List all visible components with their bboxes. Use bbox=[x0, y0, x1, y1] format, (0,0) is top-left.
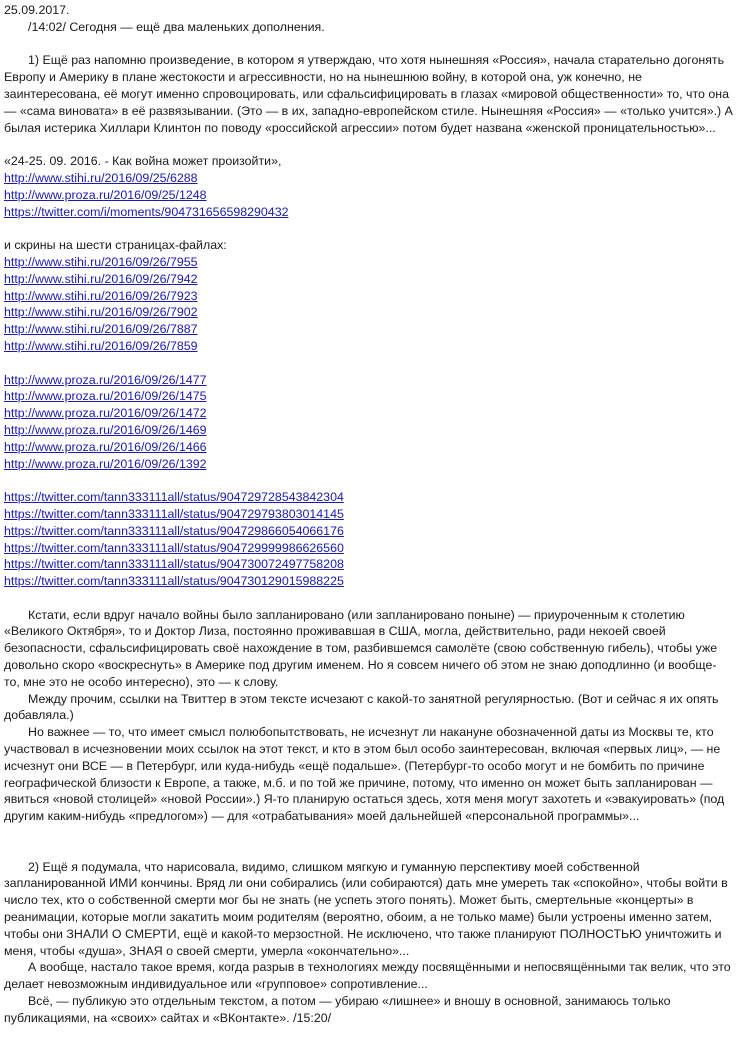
link-twitter-moments[interactable]: https://twitter.com/i/moments/904731656598290432 bbox=[4, 204, 289, 219]
work-links bbox=[4, 170, 754, 220]
paragraph-vse bbox=[4, 993, 754, 1027]
text-line: 2) Ещё я подумала, что нарисовала, видимо, слишком мягкую и гуманную перспективу моей собственной bbox=[28, 859, 640, 874]
text-line: явиться «новой столицей» «новой России».) Я-то планирую остаться здесь, хотя меня могут захотеть и «эвакуировать» (под bbox=[4, 792, 725, 807]
paragraph-vazhnee bbox=[4, 724, 754, 825]
paragraph-kstati bbox=[4, 607, 754, 691]
text-line: былая истерика Хиллари Клинтон по поводу «российской агрессии» потом будет названа «женской проницательностью»... bbox=[4, 120, 716, 135]
text-line: А вообще, настало такое время, когда разрыв в технологиях между посвящёнными и непосвящёнными так велик, что это bbox=[28, 960, 731, 975]
link-stihi[interactable]: http://www.stihi.ru/2016/09/25/6288 bbox=[4, 170, 198, 185]
text-line: — «сама виновата» в её развязывании. (Это — в их, западно-европейском стиле. Нынешняя «Россия» — «только учится».) А bbox=[4, 103, 733, 118]
link-proza[interactable]: http://www.proza.ru/2016/09/26/1392 bbox=[4, 456, 207, 471]
intro-line: /14:02/ Сегодня — ещё два маленьких дополнения. bbox=[28, 19, 325, 34]
text-line: географической близости к Европе, а также, м.б. и по той же причине, потому, что именно он может быть запланирован — bbox=[4, 775, 713, 790]
text-line: «Великого Октября», то и Доктор Лиза, постоянно проживавшая в США, могла, действительно, ради некоей своей bbox=[4, 624, 666, 639]
link-proza[interactable]: http://www.proza.ru/2016/09/26/1469 bbox=[4, 422, 207, 437]
link-stihi[interactable]: http://www.stihi.ru/2016/09/26/7923 bbox=[4, 288, 198, 303]
text-line: реанимации, которые могли закатить моим родителям (вероятно, обоим, а не только маме) были устроены именно затем, bbox=[4, 910, 713, 925]
link-twitter[interactable]: https://twitter.com/tann333111all/status/904729999986626560 bbox=[4, 540, 344, 555]
link-proza[interactable]: http://www.proza.ru/2016/09/26/1472 bbox=[4, 406, 207, 421]
link-twitter[interactable]: https://twitter.com/tann333111all/status/904730072497758208 bbox=[4, 557, 344, 572]
link-proza[interactable]: http://www.proza.ru/2016/09/26/1475 bbox=[4, 389, 207, 404]
twitter-links bbox=[4, 489, 754, 590]
link-stihi[interactable]: http://www.stihi.ru/2016/09/26/7942 bbox=[4, 271, 198, 286]
text-line: довольно скоро «воскреснуть» в Америке под другим именем. Но я совсем ничего об этом не знаю доподлинно (и вообще- bbox=[4, 658, 717, 673]
link-twitter[interactable]: https://twitter.com/tann333111all/status/904729793803014145 bbox=[4, 506, 344, 521]
work-title: «24-25. 09. 2016. - Как война может произойти», bbox=[4, 154, 282, 169]
link-twitter[interactable]: https://twitter.com/tann333111all/status/904729866054066176 bbox=[4, 523, 344, 538]
stihi-links bbox=[4, 254, 754, 355]
link-stihi[interactable]: http://www.stihi.ru/2016/09/26/7887 bbox=[4, 322, 198, 337]
text-line: число тех, кто о собственной смерти мог бы не знать (не успеть этого понять). Может быть, смертельные «концерты» в bbox=[4, 893, 694, 908]
text-line: добавляла.) bbox=[4, 708, 74, 723]
link-proza[interactable]: http://www.proza.ru/2016/09/26/1477 bbox=[4, 372, 207, 387]
link-proza[interactable]: http://www.proza.ru/2016/09/25/1248 bbox=[4, 187, 207, 202]
section2-paragraph bbox=[4, 859, 754, 960]
proza-links bbox=[4, 372, 754, 473]
link-twitter[interactable]: https://twitter.com/tann333111all/status/904730129015988225 bbox=[4, 574, 344, 589]
text-line: запланированной ИМИ кончины. Вряд ли они собирались (или собираются) дать мне умереть так «спокойно», чтобы войти в bbox=[4, 876, 728, 891]
text-line: Европу и Америку в плане жестокости и агрессивности, но на нынешнюю войну, в которой она, уж конечно, не bbox=[4, 70, 642, 85]
link-twitter[interactable]: https://twitter.com/tann333111all/status/904729728543842304 bbox=[4, 490, 344, 505]
text-line: то, мне это не особо интересно), это — к слову. bbox=[4, 674, 279, 689]
screens-label: и скрины на шести страницах-файлах: bbox=[4, 238, 227, 253]
paragraph-mezhdu bbox=[4, 691, 754, 725]
text-line: делает невозможным индивидуальное или «групповое» сопротивление... bbox=[4, 977, 428, 992]
date-line: 25.09.2017. bbox=[4, 3, 70, 17]
section1-paragraph bbox=[4, 52, 754, 136]
text-line: меня, чтобы «душа», ЗНАЯ о своей смерти, умерла «окончательно»... bbox=[4, 943, 410, 958]
text-line: безопасности, сфальсифицировать своё нахождение в том, разбившемся самолёте (свою собственную гибель), чтобы уже bbox=[4, 641, 718, 656]
text-line: Кстати, если вдруг начало войны было запланировано (или запланировано поныне) — приуроченным к столетию bbox=[28, 607, 685, 622]
text-line: исчезнут они ВСЕ — в Петербург, или куда-нибудь «ещё подальше». (Петербург-то особо могут и не бомбить по причине bbox=[4, 758, 705, 773]
link-stihi[interactable]: http://www.stihi.ru/2016/09/26/7859 bbox=[4, 338, 198, 353]
text-line: Всё, — публикую это отдельным текстом, а потом — убираю «лишнее» и вношу в основной, занимаюсь только bbox=[28, 994, 671, 1009]
document bbox=[4, 2, 754, 1027]
text-line: Между прочим, ссылки на Твиттер в этом тексте исчезают с какой-то занятной регулярностью. (Вот и сейчас я их опять bbox=[28, 691, 719, 706]
text-line: чтобы они ЗНАЛИ О СМЕРТИ, ещё и какой-то мерзостной. Не исключено, что также планируют ПОЛНОСТЬЮ уничтожить и bbox=[4, 926, 722, 941]
text-line: заинтересована, её могут именно спровоцировать, или сфальсифицировать в глазах «мировой общественности» то, что она bbox=[4, 86, 729, 101]
text-line: публикациями, на «своих» сайтах и «ВКонтакте». /15:20/ bbox=[4, 1010, 332, 1025]
text-line: участвовал в исчезновении моих ссылок на этот текст, и кто в этом был особо заинтересован, включая «первых лиц», — не bbox=[4, 742, 721, 757]
paragraph-voobshe bbox=[4, 959, 754, 993]
text-line: Но важнее — то, что имеет смысл полюбопытствовать, не исчезнут ли накануне обозначенной даты из Москвы те, кто bbox=[28, 725, 714, 740]
text-line: другим каким-нибудь «предлогом») — для «отрабатывания» моей дальнейшей «персональной программы»... bbox=[4, 809, 640, 824]
text-line: 1) Ещё раз напомню произведение, в котором я утверждаю, что хотя нынешняя «Россия», начала старательно догонять bbox=[28, 53, 725, 68]
link-stihi[interactable]: http://www.stihi.ru/2016/09/26/7955 bbox=[4, 254, 198, 269]
link-stihi[interactable]: http://www.stihi.ru/2016/09/26/7902 bbox=[4, 305, 198, 320]
link-proza[interactable]: http://www.proza.ru/2016/09/26/1466 bbox=[4, 439, 207, 454]
